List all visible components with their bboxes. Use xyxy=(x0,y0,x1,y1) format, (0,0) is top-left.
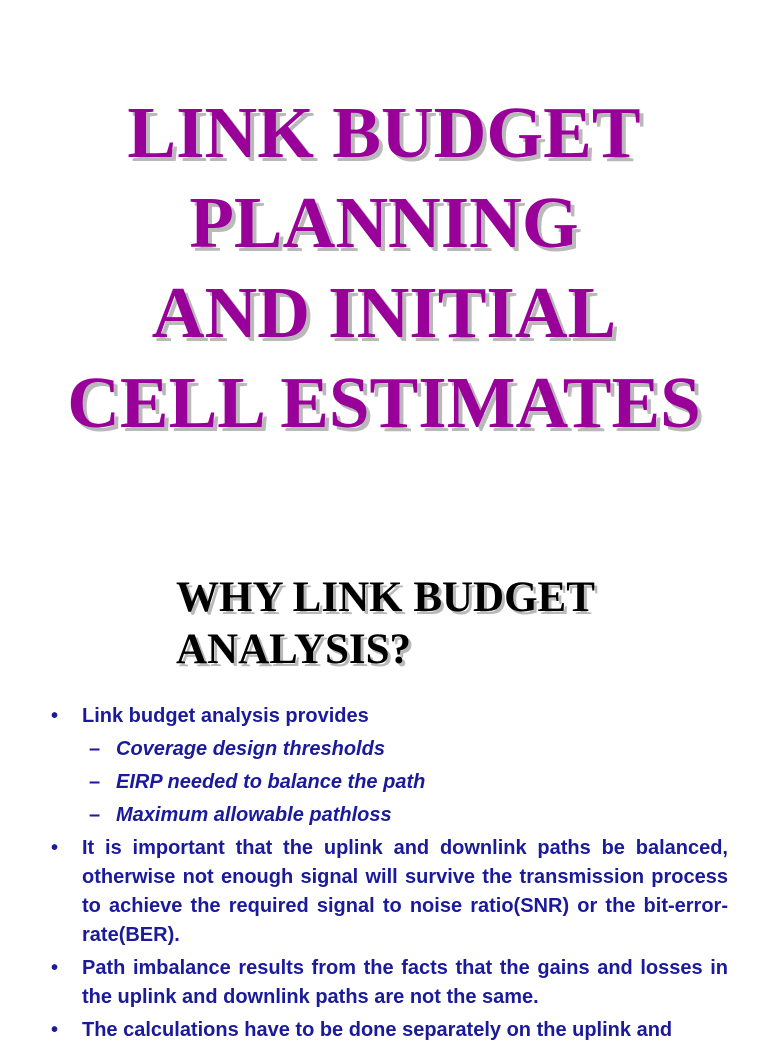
dash-marker: – xyxy=(89,738,101,760)
bullet-marker: • xyxy=(51,1019,59,1041)
sub-bullet-text: EIRP needed to balance the path xyxy=(116,771,426,793)
bullet-text: The calculations have to be done separately on the uplink and xyxy=(82,1019,673,1041)
title-line-3: AND INITIAL xyxy=(151,272,617,353)
bullet-text: Link budget analysis provides xyxy=(82,705,369,727)
bullet-item xyxy=(0,954,768,1012)
title-line-2: PLANNING xyxy=(189,182,579,263)
sub-bullet-item xyxy=(0,735,768,764)
bullet-item xyxy=(0,1016,768,1045)
bullet-marker: • xyxy=(51,957,59,979)
sub-bullet-item xyxy=(0,768,768,797)
bullet-item xyxy=(0,702,768,731)
sub-bullet-item xyxy=(0,801,768,830)
section-heading xyxy=(176,572,736,676)
sub-bullet-text: Coverage design thresholds xyxy=(116,738,385,760)
slide-title xyxy=(0,88,768,448)
bullet-marker: • xyxy=(51,705,59,727)
dash-marker: – xyxy=(89,771,101,793)
dash-marker: – xyxy=(89,804,101,826)
bullet-marker: • xyxy=(51,837,59,859)
heading-line-2: ANALYSIS? xyxy=(176,626,412,673)
bullet-text: Path imbalance results from the facts that the gains and losses in the uplink and downlink paths are not the same. xyxy=(82,957,728,1008)
sub-bullet-text: Maximum allowable pathloss xyxy=(116,804,392,826)
title-line-4: CELL ESTIMATES xyxy=(67,362,701,443)
bullet-list xyxy=(0,702,768,1049)
heading-line-1: WHY LINK BUDGET xyxy=(176,574,595,621)
bullet-item xyxy=(0,834,768,950)
bullet-text: It is important that the uplink and downlink paths be balanced, otherwise not enough signal will survive the transmission process to achieve the required signal to noise ratio(SNR) or the bit-error-rate(BER). xyxy=(82,837,728,946)
title-line-1: LINK BUDGET xyxy=(127,92,641,173)
